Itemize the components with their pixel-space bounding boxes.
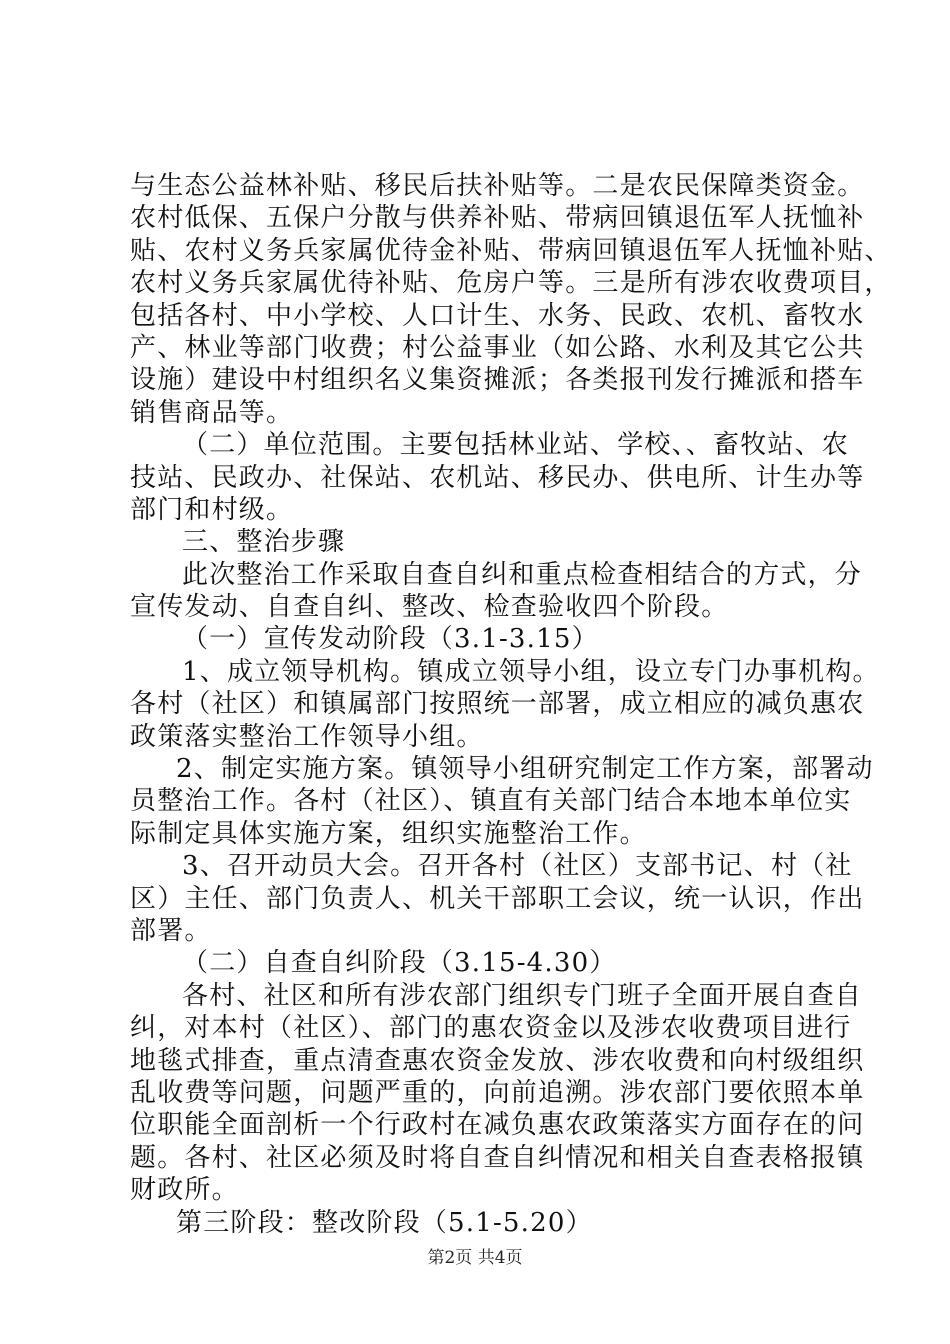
text-line: 员整治工作。各村（社区）、镇直有关部门结合本地本单位实 [130, 786, 852, 817]
text-line: 部门和村级。 [130, 494, 294, 525]
text-line: 产、林业等部门收费；村公益事业（如公路、水利及其它公共 [130, 332, 865, 363]
text-line: 地毯式排查，重点清查惠农资金发放、涉农收费和向村级组织 [130, 1045, 865, 1076]
text-line: 农村低保、五保户分散与供养补贴、带病回镇退伍军人抚恤补 [130, 203, 865, 234]
text-line: 设施）建设中村组织名义集资摊派；各类报刊发行摊派和搭车 [130, 365, 865, 396]
text-line: 各村、社区和所有涉农部门组织专门班子全面开展自查自 [182, 980, 863, 1011]
document-body [130, 170, 892, 1239]
page-footer: 第2页 共4页 [427, 1248, 523, 1268]
text-line: 宣传发动、自查自纠、整改、检查验收四个阶段。 [130, 592, 729, 623]
text-line: 题。各村、社区必须及时将自查自纠情况和相关自查表格报镇 [130, 1142, 865, 1173]
subsection-heading: 第三阶段：整改阶段（5.1-5.20） [176, 1207, 593, 1238]
subsection-heading: （二）自查自纠阶段（3.15-4.30） [182, 948, 617, 979]
text-line: 政策落实整治工作领导小组。 [130, 721, 484, 752]
text-line: 财政所。 [130, 1175, 239, 1206]
text-line: （二）单位范围。主要包括林业站、学校、、畜牧站、农 [182, 430, 850, 461]
text-line: 技站、民政办、社保站、农机站、移民办、供电所、计生办等 [130, 462, 865, 493]
text-line: 位职能全面剖析一个行政村在减负惠农政策落实方面存在的问 [130, 1110, 865, 1141]
text-line: 区）主任、部门负责人、机关干部职工会议，统一认识，作出 [130, 883, 865, 914]
text-line: 销售商品等。 [130, 397, 294, 428]
subsection-heading: （一）宣传发动阶段（3.1-3.15） [182, 624, 599, 655]
section-heading: 三、整治步骤 [182, 527, 346, 558]
text-line: 贴、农村义务兵家属优待金补贴、带病回镇退伍军人抚恤补贴、 [130, 235, 892, 266]
text-line: 乱收费等问题，问题严重的，向前追溯。涉农部门要依照本单 [130, 1077, 865, 1108]
text-line: 际制定具体实施方案，组织实施整治工作。 [130, 818, 647, 849]
text-line: 部署。 [130, 915, 212, 946]
text-line: 1、成立领导机构。镇成立领导小组，设立专门办事机构。 [182, 656, 880, 687]
text-line: 农村义务兵家属优待补贴、危房户等。三是所有涉农收费项目， [130, 268, 892, 299]
text-line: 3、召开动员大会。召开各村（社区）支部书记、村（社 [182, 851, 853, 882]
text-line: 2、制定实施方案。镇领导小组研究制定工作方案，部署动 [176, 754, 874, 785]
text-line: 包括各村、中小学校、人口计生、水务、民政、农机、畜牧水 [130, 300, 865, 331]
text-line: 纠，对本村（社区）、部门的惠农资金以及涉农收费项目进行 [130, 1013, 852, 1044]
text-line: 各村（社区）和镇属部门按照统一部署，成立相应的减负惠农 [130, 689, 865, 720]
text-line: 此次整治工作采取自查自纠和重点检查相结合的方式，分 [182, 559, 863, 590]
text-line: 与生态公益林补贴、移民后扶补贴等。二是农民保障类资金。 [130, 171, 865, 201]
